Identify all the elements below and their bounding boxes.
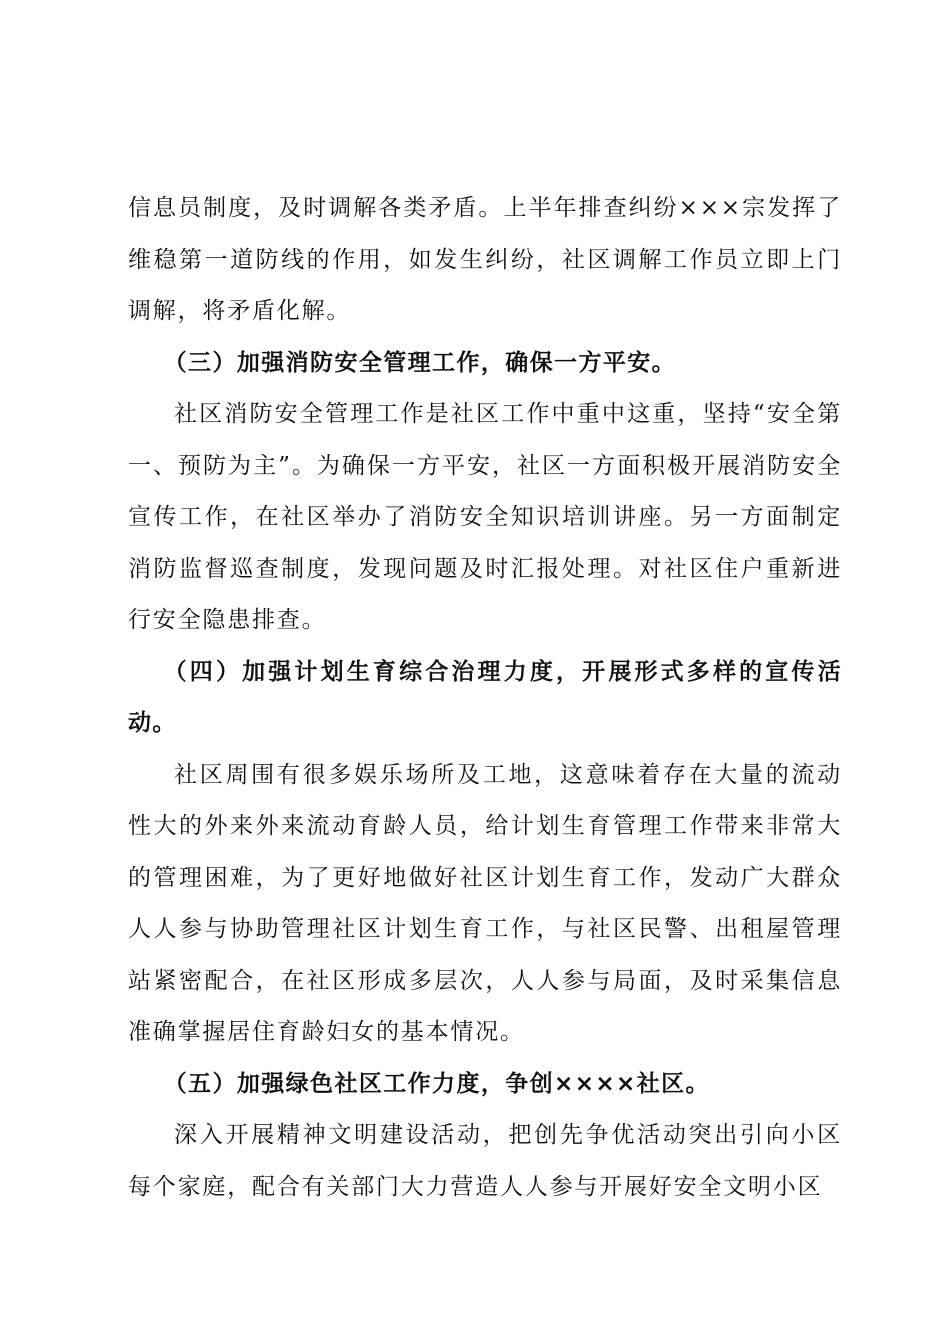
paragraph-green-community: 深入开展精神文明建设活动，把创先争优活动突出引向小区每个家庭，配合有关部门大力营造人人参与开展好安全文明小区 — [128, 1122, 842, 1200]
heading-family-planning: （四）加强计划生育综合治理力度，开展形式多样的宣传活动。 — [128, 658, 842, 736]
paragraph-family-planning: 社区周围有很多娱乐场所及工地，这意味着存在大量的流动性大的外来外来流动育龄人员，给计划生育管理工作带来非常大的管理困难，为了更好地做好社区计划生育工作，发动广大群众人人参与协助管理社区计划生育工作，与社区民警、出租屋管理站紧密配合，在社区形成多层次，人人参与局面，及时采集信息准确掌握居住育龄妇女的基本情况。 — [128, 761, 842, 1045]
heading-fire-safety: （三）加强消防安全管理工作，确保一方平安。 — [163, 349, 677, 376]
paragraph-mediation-continued: 信息员制度，及时调解各类矛盾。上半年排查纠纷×××宗发挥了维稳第一道防线的作用，如发生纠纷，社区调解工作员立即上门调解，将矛盾化解。 — [128, 195, 842, 324]
paragraph-fire-safety: 社区消防安全管理工作是社区工作中重中这重，坚持“安全第一、预防为主”。为确保一方平安，社区一方面积极开展消防安全宣传工作，在社区举办了消防安全知识培训讲座。另一方面制定消防监督巡查制度，发现问题及时汇报处理。对社区住户重新进行安全隐患排查。 — [128, 401, 842, 633]
heading-green-community: （五）加强绿色社区工作力度，争创××××社区。 — [163, 1070, 710, 1097]
document-page — [128, 183, 842, 1213]
